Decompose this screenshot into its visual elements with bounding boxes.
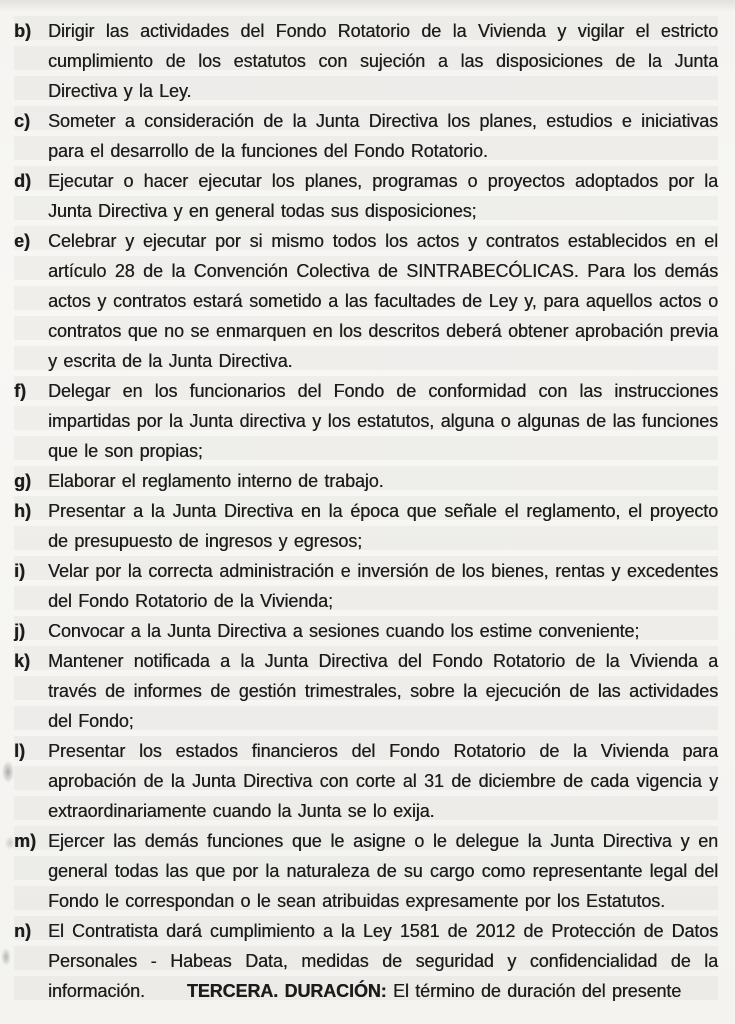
clause-item-n bbox=[14, 916, 718, 1006]
clause-item-l bbox=[14, 736, 718, 826]
clause-text: Presentar a la Junta Directiva en la época que señale el reglamento, el proyecto de presupuesto de ingresos y egresos; bbox=[48, 501, 718, 551]
clause-text: Ejecutar o hacer ejecutar los planes, programas o proyectos adoptados por la Junta Directiva y en general todas sus disposiciones; bbox=[48, 171, 718, 221]
clause-item-h bbox=[14, 496, 718, 556]
clause-label: g) bbox=[14, 471, 31, 491]
clause-label: d) bbox=[14, 171, 31, 191]
clause-label: j) bbox=[14, 621, 25, 641]
clause-label: c) bbox=[14, 111, 31, 131]
clause-text: Mantener notificada a la Junta Directiva del Fondo Rotatorio de la Vivienda a través de informes de gestión trimestrales, sobre la ejecución de las actividades del Fondo; bbox=[48, 651, 718, 731]
clause-label: n) bbox=[14, 921, 31, 941]
clause-text: Dirigir las actividades del Fondo Rotatorio de la Vivienda y vigilar el estricto cumplimiento de los estatutos con sujeción a las disposiciones de la Junta Directiva y la Ley. bbox=[48, 21, 718, 101]
clause-text-segment: El Contratista dará cumplimiento a la Ley 1581 de 2012 de Protección de Datos Personales - Habeas Data, medidas de seguridad y confidencialidad de la información. bbox=[48, 921, 718, 1001]
clause-label: i) bbox=[14, 561, 25, 581]
clause-label: l) bbox=[14, 741, 25, 761]
clause-text: Celebrar y ejecutar por si mismo todos los actos y contratos establecidos en el artículo 28 de la Convención Colectiva de SINTRABECÓLICAS. Para los demás actos y contratos estará sometido a las facultades de Ley y, para aquellos actos o contratos que no se enmarquen en los descritos deberá obtener aprobación previa y escrita de la Junta Directiva. bbox=[48, 231, 718, 371]
clause-text-segment: El término de duración del presente bbox=[392, 981, 682, 1001]
clause-item-c bbox=[14, 106, 718, 166]
clause-label: k) bbox=[14, 651, 31, 671]
clause-label: e) bbox=[14, 231, 31, 251]
clause-text bbox=[48, 916, 718, 1006]
clause-text: Delegar en los funcionarios del Fondo de conformidad con las instrucciones impartidas por la Junta directiva y los estatutos, alguna o algunas de las funciones que le son propias; bbox=[48, 381, 718, 461]
clause-text: Ejercer las demás funciones que le asigne o le delegue la Junta Directiva y en general todas las que por la naturaleza de su cargo como representante legal del Fondo le correspondan o le sean atribuidas expresamente por los Estatutos. bbox=[48, 831, 718, 911]
clause-text: Someter a consideración de la Junta Directiva los planes, estudios e iniciativas para el desarrollo de la funciones del Fondo Rotatorio. bbox=[48, 111, 718, 161]
clause-list bbox=[14, 16, 718, 1006]
clause-label: b) bbox=[14, 21, 31, 41]
clause-text: Convocar a la Junta Directiva a sesiones cuando los estime conveniente; bbox=[48, 621, 640, 641]
clause-text: Velar por la correcta administración e inversión de los bienes, rentas y excedentes del Fondo Rotatorio de la Vivienda; bbox=[48, 561, 718, 611]
clause-item-i bbox=[14, 556, 718, 616]
clause-item-d bbox=[14, 166, 718, 226]
clause-heading-inline: TERCERA. DURACIÓN: bbox=[186, 981, 387, 1001]
clause-item-g bbox=[14, 466, 718, 496]
clause-item-k bbox=[14, 646, 718, 736]
clause-label: h) bbox=[14, 501, 31, 521]
clause-item-m bbox=[14, 826, 718, 916]
clause-label: m) bbox=[14, 831, 36, 851]
clause-item-e bbox=[14, 226, 718, 376]
clause-label: f) bbox=[14, 381, 26, 401]
clause-item-b bbox=[14, 16, 718, 106]
clause-item-j bbox=[14, 616, 718, 646]
clause-item-f bbox=[14, 376, 718, 466]
clause-text: Elaborar el reglamento interno de trabajo. bbox=[48, 471, 384, 491]
clause-text: Presentar los estados financieros del Fondo Rotatorio de la Vivienda para aprobación de la Junta Directiva con corte al 31 de diciembre de cada vigencia y extraordinariamente cuando la Junta se lo exija. bbox=[48, 741, 718, 821]
